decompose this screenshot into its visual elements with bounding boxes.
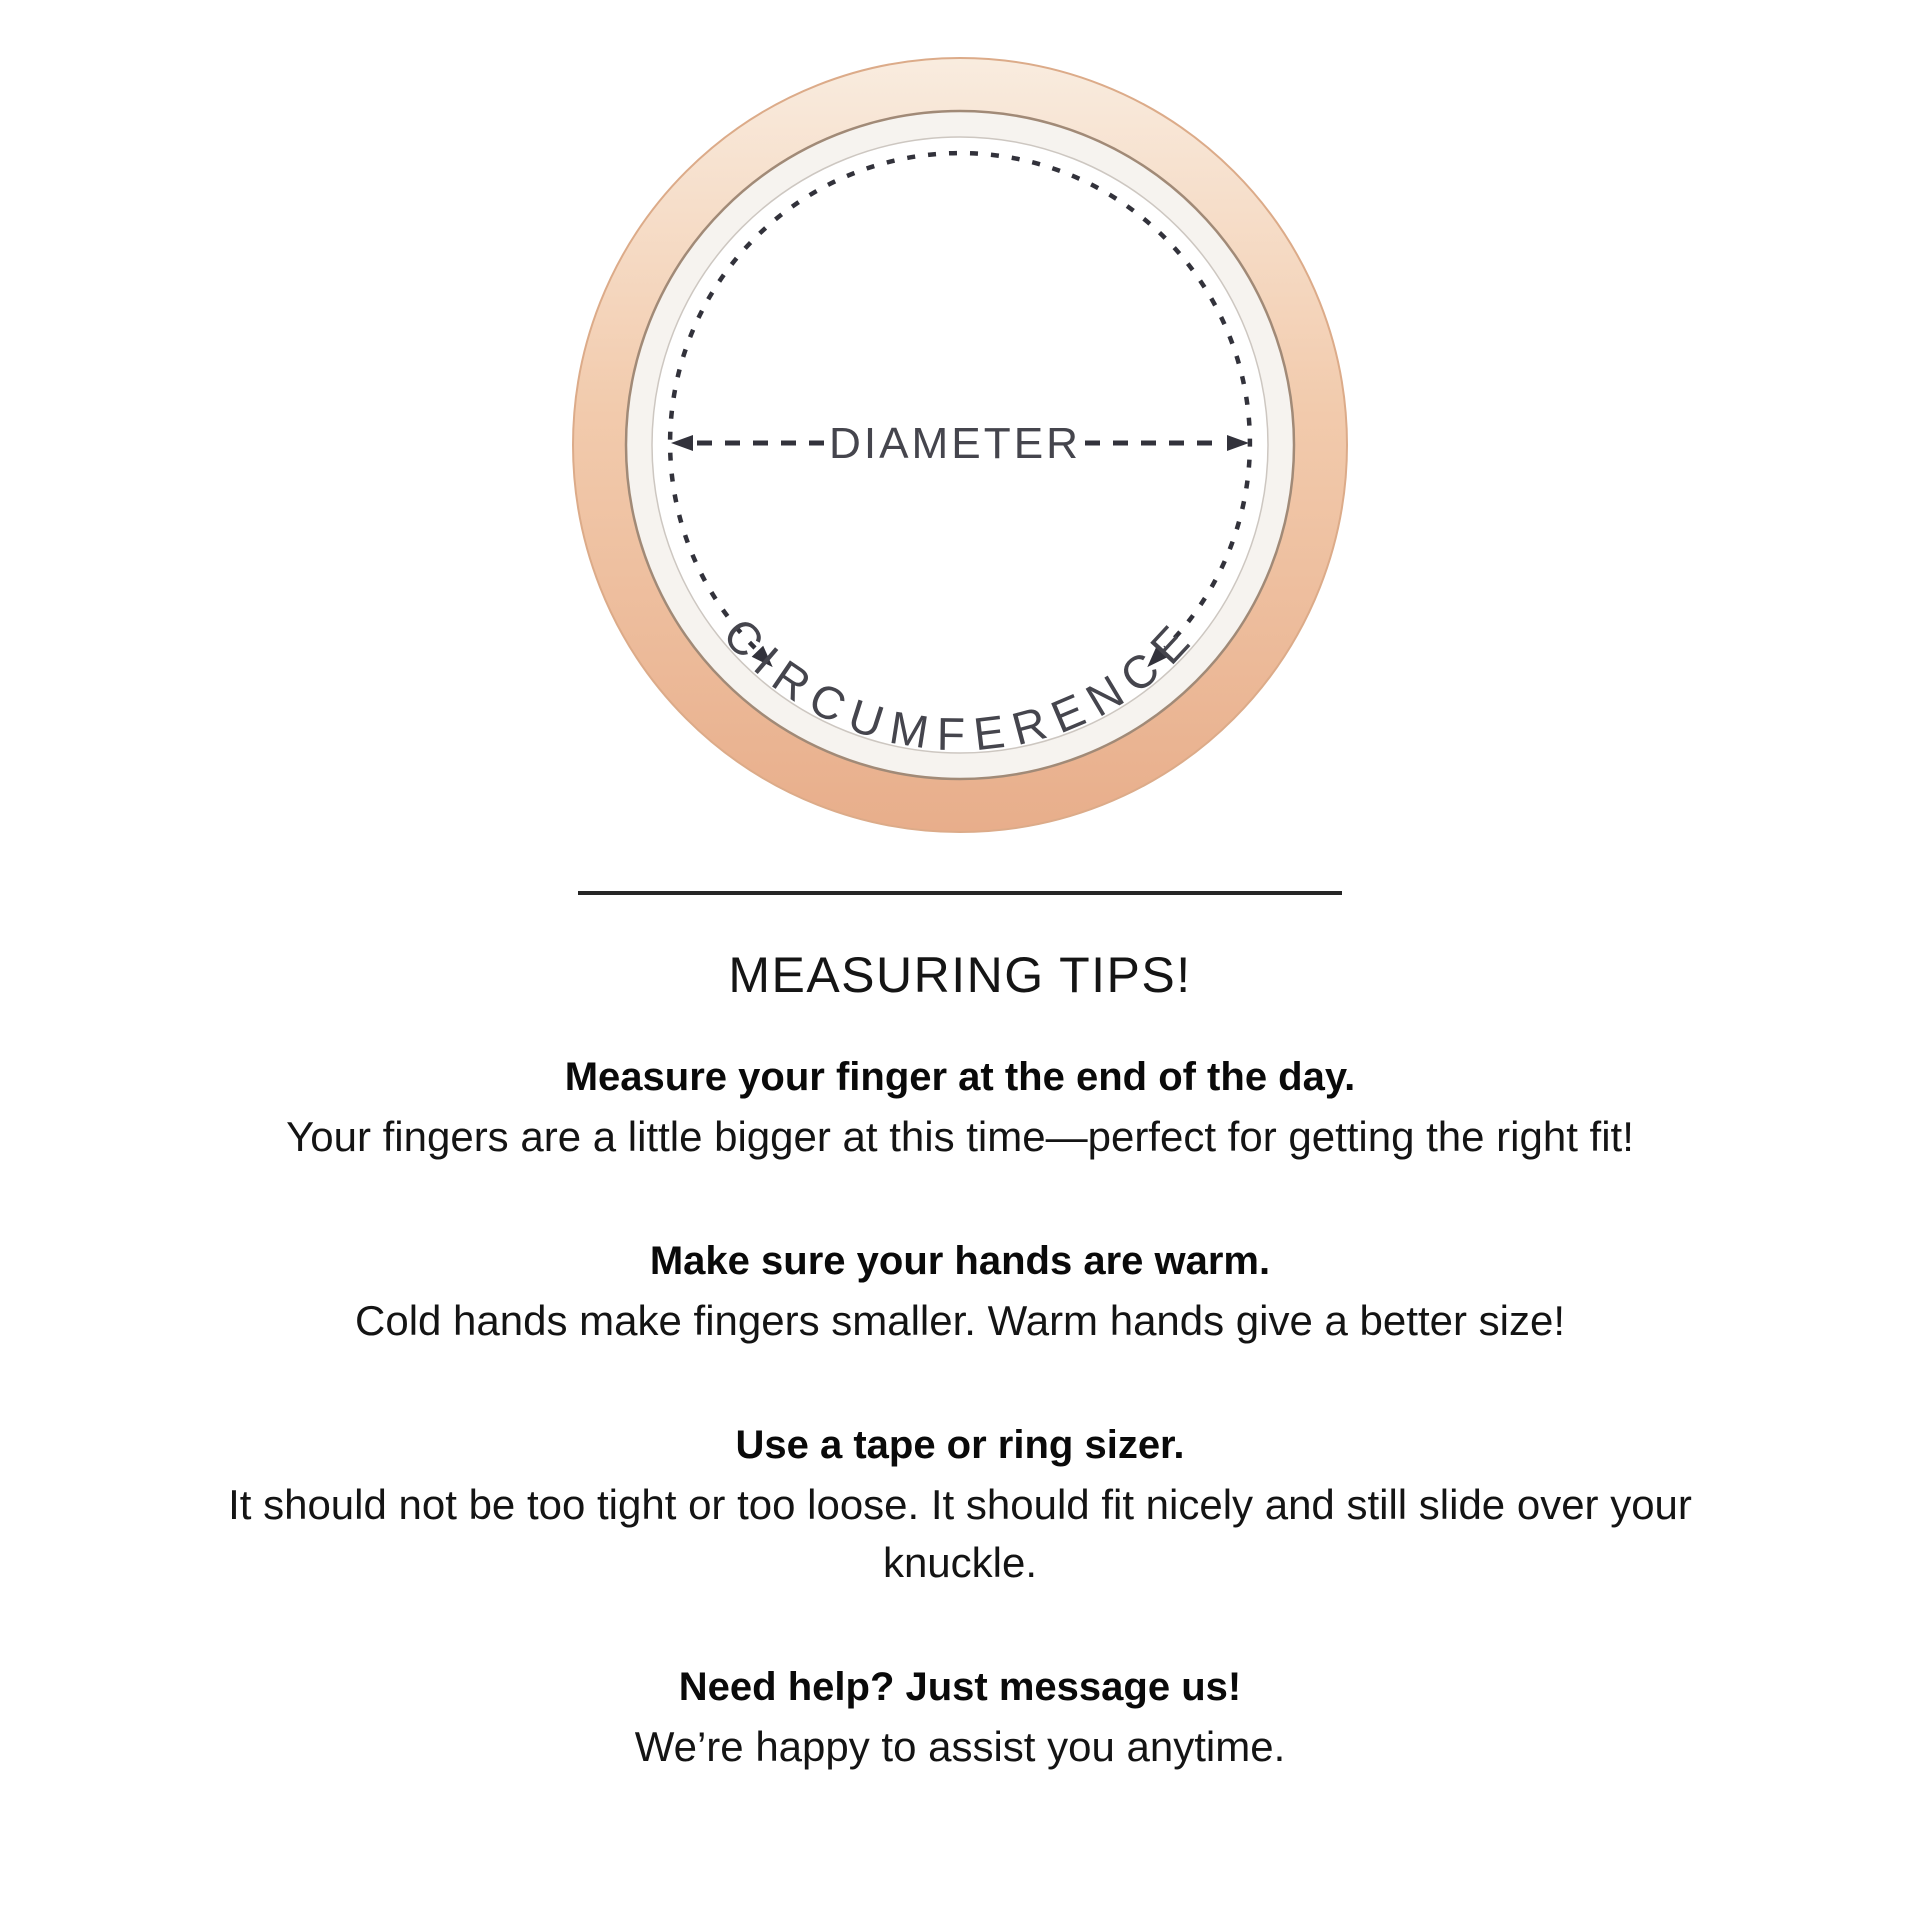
tip-body: It should not be too tight or too loose. It should fit nicely and still slide over your knuckle. (228, 1481, 1692, 1586)
tip-heading: Make sure your hands are warm. (649, 1239, 1271, 1283)
tip-body: We’re happy to assist you anytime. (634, 1723, 1286, 1770)
diameter-label: DIAMETER (829, 419, 1081, 468)
tip-item (160, 1414, 1760, 1592)
tip-item (160, 1656, 1760, 1776)
ring-diagram-svg (550, 45, 1370, 865)
section-title: MEASURING TIPS! (728, 947, 1192, 1003)
tip-heading: Need help? Just message us! (678, 1665, 1242, 1709)
section-divider (578, 891, 1342, 895)
circumference-label: CIRCUMFERENCE (713, 607, 1207, 761)
tip-heading: Measure your finger at the end of the day. (564, 1055, 1356, 1099)
tip-body: Your fingers are a little bigger at this time—perfect for getting the right fit! (286, 1113, 1634, 1160)
tip-heading: Use a tape or ring sizer. (735, 1423, 1185, 1467)
tip-item (160, 1046, 1760, 1166)
tips-list (160, 1046, 1760, 1840)
ring-size-diagram (550, 45, 1370, 865)
tip-body: Cold hands make fingers smaller. Warm hands give a better size! (355, 1297, 1565, 1344)
tip-item (160, 1230, 1760, 1350)
